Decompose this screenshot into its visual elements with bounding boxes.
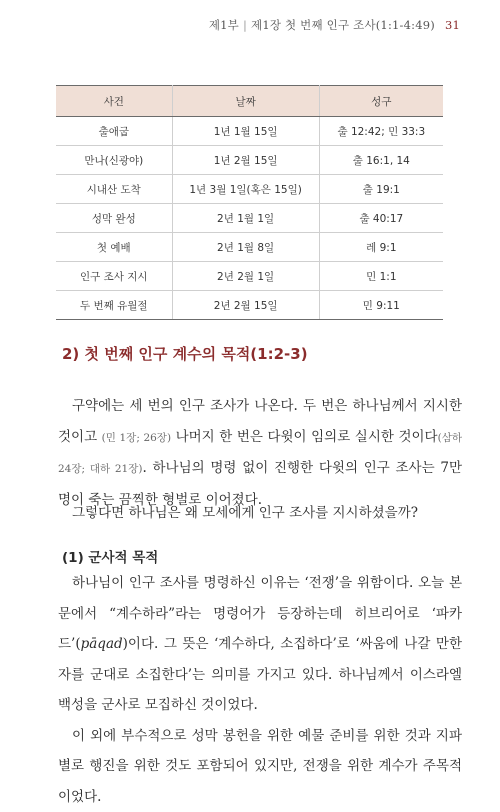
table-cell: 레 9:1	[319, 233, 443, 262]
table-row	[56, 175, 443, 204]
paragraph-text: )이다. 그 뜻은 ‘계수하다, 소집하다’로 ‘싸움에 나갈 만한 자를 군대로 소집한다’는 의미를 가지고 있다. 하나님께서 이스라엘 백성을 군사로 모집하신 것이었다.	[58, 636, 462, 713]
transliteration: pāqad	[81, 636, 123, 652]
citation: (삼하 24장; 대하 21장)	[58, 432, 462, 476]
table-cell: 1년 2월 15일	[172, 146, 319, 175]
header-part: 제1부	[209, 18, 239, 32]
paragraph-text: 구약에는 세 번의 인구 조사가 나온다. 두 번은 하나님께서 지시한 것이고	[58, 398, 462, 445]
section-title: 2) 첫 번째 인구 계수의 목적(1:2-3)	[62, 343, 308, 364]
table-cell: 출 19:1	[319, 175, 443, 204]
table-cell: 출 40:17	[319, 204, 443, 233]
subsection-title: (1) 군사적 목적	[62, 546, 158, 566]
table-cell: 민 9:11	[319, 291, 443, 320]
paragraph-text: 그렇다면 하나님은 왜 모세에게 인구 조사를 지시하셨을까?	[58, 498, 462, 529]
body-paragraph-1	[58, 391, 462, 515]
column-header-verse: 성구	[319, 86, 443, 117]
table-cell: 인구 조사 지시	[56, 262, 172, 291]
table-row	[56, 262, 443, 291]
table-cell: 만나(신광야)	[56, 146, 172, 175]
table-cell: 2년 2월 15일	[172, 291, 319, 320]
page-number: 31	[445, 18, 460, 32]
column-header-date: 날짜	[172, 86, 319, 117]
table-cell: 2년 1월 8일	[172, 233, 319, 262]
table-row	[56, 117, 443, 146]
body-paragraph-3	[58, 568, 462, 812]
table-cell: 1년 1월 15일	[172, 117, 319, 146]
citation: (민 1장; 26장)	[102, 432, 171, 444]
table-row	[56, 291, 443, 320]
table-cell: 민 1:1	[319, 262, 443, 291]
table-cell: 2년 1월 1일	[172, 204, 319, 233]
paragraph-text: 나머지 한 번은 다윗이 임의로 실시한 것이다	[171, 429, 438, 445]
table-cell: 출 16:1, 14	[319, 146, 443, 175]
table-row	[56, 204, 443, 233]
table-cell: 두 번째 유월절	[56, 291, 172, 320]
table-cell: 출애굽	[56, 117, 172, 146]
table-cell: 첫 예배	[56, 233, 172, 262]
table-header-row	[56, 86, 443, 117]
paragraph-text: . 하나님의 명령 없이 진행한 다윗의 인구 조사는 7만 명이 죽는 끔찍한 형벌로 이어졌다.	[58, 460, 462, 508]
table-cell: 출 12:42; 민 33:3	[319, 117, 443, 146]
table-cell: 성막 완성	[56, 204, 172, 233]
table-row	[56, 233, 443, 262]
table-row	[56, 146, 443, 175]
running-header	[209, 17, 460, 33]
body-paragraph-4: 이 외에 부수적으로 성막 봉헌을 위한 예물 준비를 위한 것과 지파별로 행진을 위한 것도 포함되어 있지만, 전쟁을 위한 계수가 주목적이었다.	[58, 721, 462, 812]
table-cell: 1년 3월 1일(혹은 15일)	[172, 175, 319, 204]
table-cell: 2년 2월 1일	[172, 262, 319, 291]
body-paragraph-2	[58, 498, 462, 529]
header-separator: |	[243, 18, 247, 32]
events-table	[56, 85, 443, 320]
column-header-event: 사건	[56, 86, 172, 117]
paragraph-text: 하나님이 인구 조사를 명령하신 이유는 ‘전쟁’을 위함이다. 오늘 본문에서 “계수하라”라는 명령어가 등장하는데 히브리어로 ‘파카드’(	[58, 575, 462, 652]
header-chapter: 제1장 첫 번째 인구 조사(1:1-4:49)	[251, 18, 435, 32]
table-cell: 시내산 도착	[56, 175, 172, 204]
